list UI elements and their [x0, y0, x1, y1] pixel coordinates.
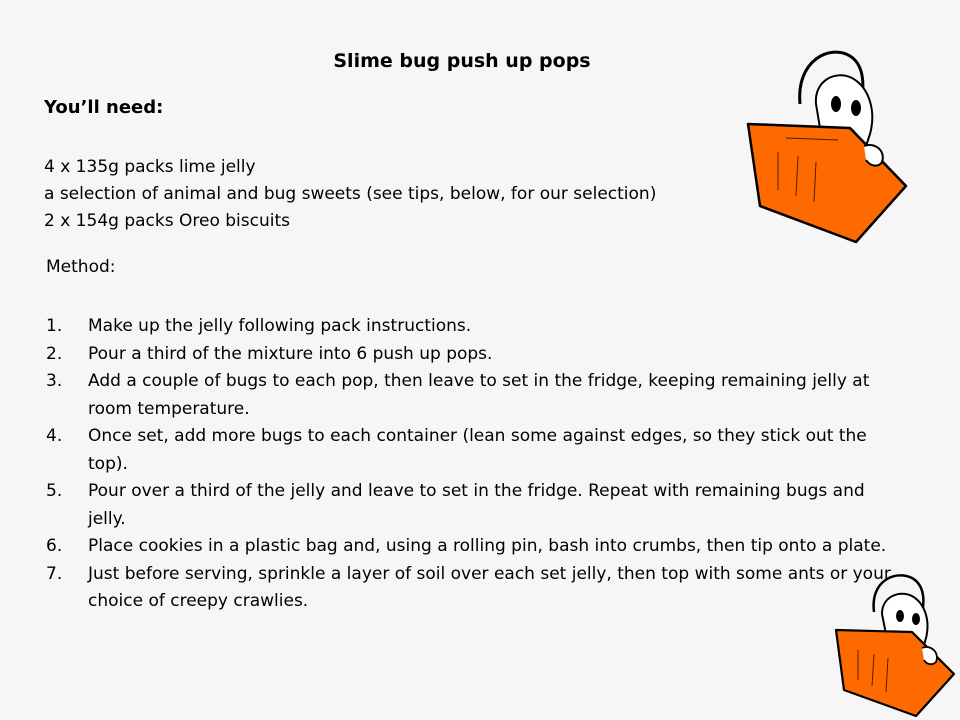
step-number: 3. [46, 371, 63, 391]
step-number: 4. [46, 426, 63, 446]
ghost-bag-icon [738, 42, 918, 247]
method-step [46, 478, 896, 533]
step-number: 6. [46, 536, 63, 556]
ingredient-item: a selection of animal and bug sweets (see tips, below, for our selection) [44, 184, 657, 204]
ingredients-heading: You’ll need: [44, 97, 164, 118]
step-number: 1. [46, 316, 63, 336]
method-step [46, 341, 896, 369]
ingredient-item: 2 x 154g packs Oreo biscuits [44, 211, 290, 231]
step-text: Just before serving, sprinkle a layer of soil over each set jelly, then top with some ants or your choice of creepy crawlies. [88, 563, 891, 611]
ingredients-list [44, 154, 656, 235]
method-step [46, 368, 896, 423]
step-text: Once set, add more bugs to each container (lean some against edges, so they stick out the top). [88, 426, 867, 474]
method-step [46, 423, 896, 478]
step-text: Add a couple of bugs to each pop, then leave to set in the fridge, keeping remaining jelly at room temperature. [88, 371, 870, 419]
step-number: 5. [46, 481, 63, 501]
method-step [46, 533, 896, 561]
ghost-bag-icon [830, 568, 958, 718]
step-text: Make up the jelly following pack instructions. [88, 316, 472, 336]
method-step [46, 561, 896, 616]
step-number: 2. [46, 343, 63, 364]
step-number: 7. [46, 563, 63, 584]
step-text: Pour a third of the mixture into 6 push up pops. [88, 343, 493, 364]
method-steps [46, 313, 896, 616]
ingredient-item: 4 x 135g packs lime jelly [44, 157, 256, 177]
recipe-title: Slime bug push up pops [333, 50, 591, 72]
step-text: Place cookies in a plastic bag and, using a rolling pin, bash into crumbs, then tip onto a plate. [88, 536, 887, 556]
method-step [46, 313, 896, 341]
method-heading: Method: [46, 257, 116, 277]
step-text: Pour over a third of the jelly and leave to set in the fridge. Repeat with remaining bugs and jelly. [88, 481, 865, 529]
